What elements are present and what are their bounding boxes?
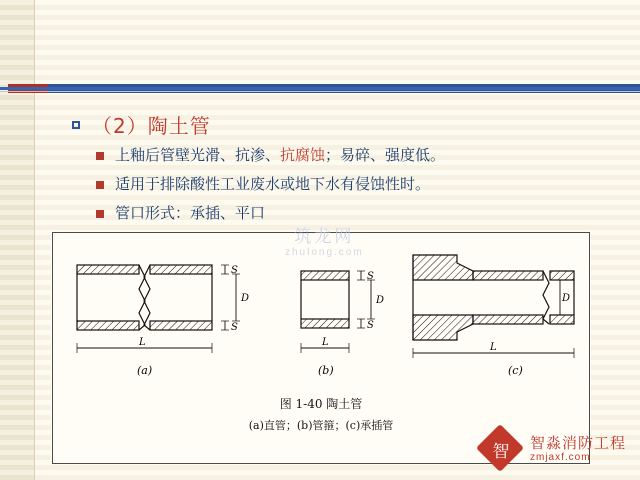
list-item [96,204,616,222]
list-item [96,146,616,164]
diamond-logo-icon [480,428,522,470]
slide-title-row [72,110,211,139]
header-rule-blue [0,87,640,90]
header-rule-thin [0,91,640,92]
square-outline-bullet-icon [72,121,80,129]
square-bullet-icon [96,152,104,160]
svg-text:S: S [367,271,374,282]
brand-text [530,435,626,463]
logo-glyph: 智 [492,441,510,462]
bullet-text-3: 管口形式：承插、平口 [115,204,266,222]
figure-caption: 图 1-40 陶土管 [279,397,363,411]
svg-text:D: D [562,293,571,304]
svg-text:(b): (b) [318,364,334,377]
svg-text:D: D [376,295,385,306]
svg-text:(c): (c) [508,364,523,377]
svg-text:S: S [231,265,238,276]
brand-name-cn: 智淼消防工程 [529,434,626,453]
svg-text:L: L [139,337,146,348]
bullet-highlight-1: 抗腐蚀 [280,146,326,164]
list-item [96,175,616,193]
svg-text:L: L [490,342,497,353]
figure-subcaption: (a)直管；(b)管箍；(c)承插管 [248,419,394,432]
svg-text:D: D [241,293,250,304]
svg-text:(a): (a) [137,364,153,377]
square-bullet-icon [96,210,104,218]
svg-text:L: L [322,337,329,348]
bullet-list [96,146,616,233]
left-ruled-band [0,0,35,480]
watermark-zhulong-cn: 筑龙网 [294,227,355,247]
watermark-zhulong-en: zhulong.com [285,247,364,258]
brand-name-en: zmjaxf.com [529,451,591,463]
page-title: （2）陶土管 [92,114,211,138]
brand-logo [480,428,626,470]
clay-pipe-diagram-svg [53,233,589,403]
svg-text:S: S [367,320,374,331]
bullet-text-2: 适用于排除酸性工业废水或地下水有侵蚀性时。 [115,175,431,193]
bullet-text-1: 上釉后管壁光滑、抗渗、抗腐蚀；易碎、强度低。 [115,146,446,164]
svg-text:S: S [231,322,238,333]
square-bullet-icon [96,181,104,189]
